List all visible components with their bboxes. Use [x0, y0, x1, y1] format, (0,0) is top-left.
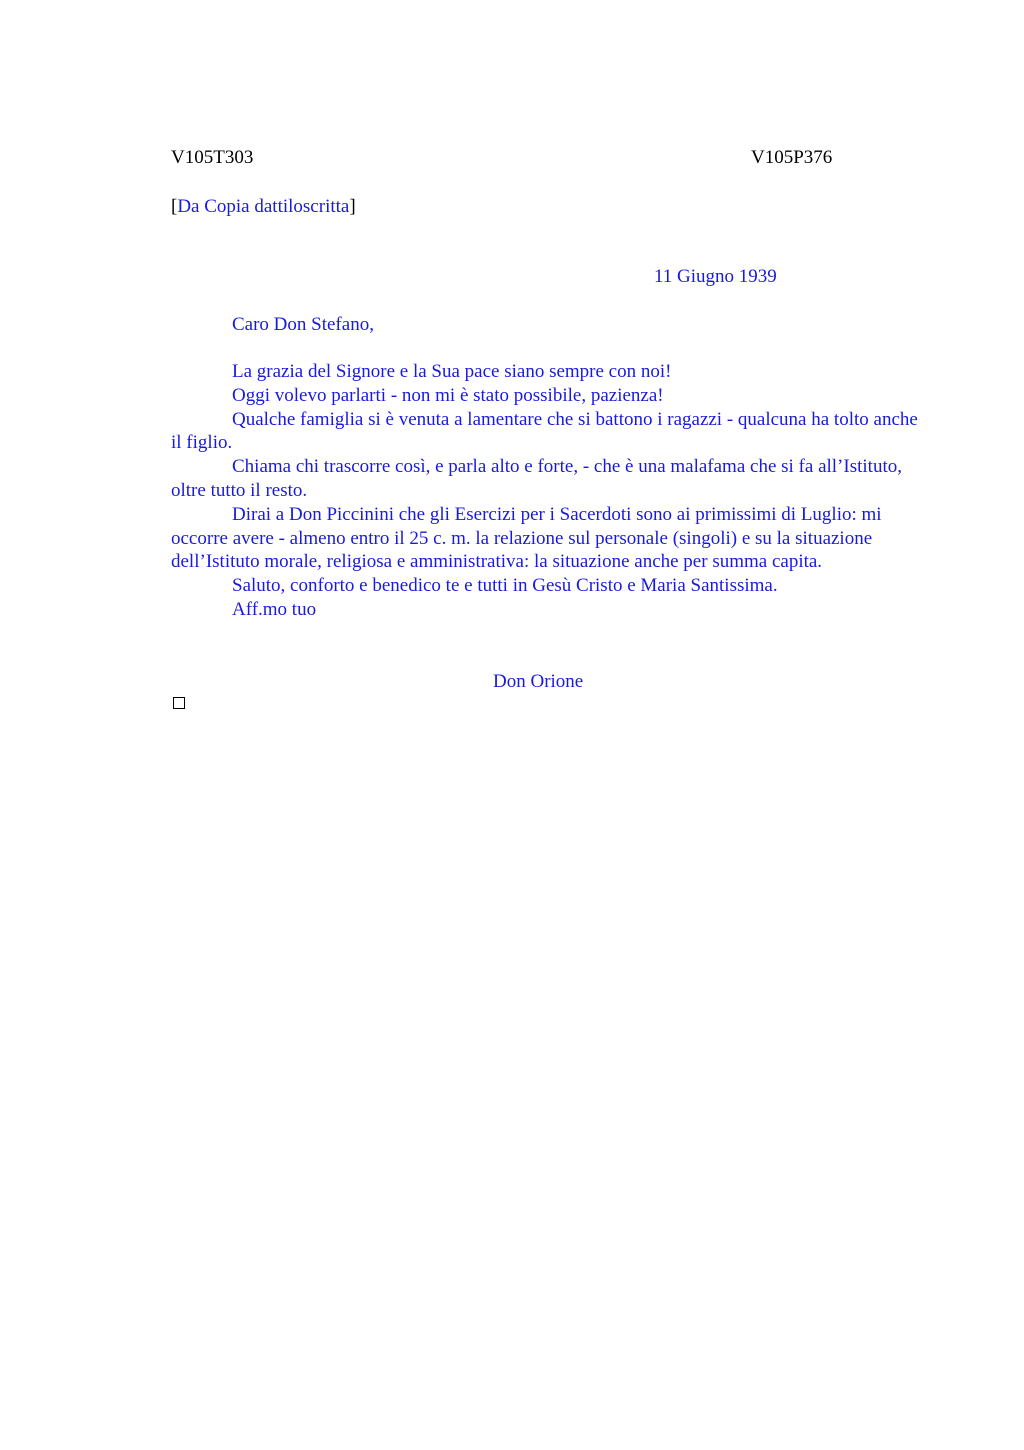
- source-note-text: Da Copia dattiloscritta: [177, 196, 350, 217]
- signature: Don Orione: [493, 671, 584, 692]
- source-note-open-bracket: [: [171, 196, 178, 217]
- empty-square-icon: [173, 697, 185, 709]
- letter-date: 11 Giugno 1939: [654, 266, 777, 287]
- header-left-code: V105T303: [171, 147, 254, 168]
- letter-body: [171, 360, 931, 622]
- paragraph-complaint: Qualche famiglia si è venuta a lamentare che si battono i ragazzi - qualcuna ha tolto anche il figlio.: [171, 408, 918, 454]
- paragraph-greeting: La grazia del Signore e la Sua pace siano sempre con noi!: [232, 361, 672, 382]
- paragraph-blessing: Saluto, conforto e benedico te e tutti in Gesù Cristo e Maria Santissima.: [232, 575, 778, 597]
- paragraph-apology: Oggi volevo parlarti - non mi è stato possibile, pazienza!: [232, 384, 664, 406]
- paragraph-closing: Aff.mo tuo: [232, 598, 317, 620]
- source-note-close-bracket: ]: [349, 196, 356, 217]
- source-note: [171, 195, 356, 219]
- paragraph-instruction: Chiama chi trascorre così, e parla alto e forte, - che è una malafama che si fa all’Istituto, oltre tutto il resto.: [171, 456, 902, 501]
- header-right-code: V105P376: [751, 147, 833, 168]
- salutation: Caro Don Stefano,: [232, 314, 374, 335]
- paragraph-exercises: Dirai a Don Piccinini che gli Esercizi per i Sacerdoti sono ai primissimi di Luglio: mi occorre avere - almeno entro il 25 c. m. la relazione sul personale (singoli) e su la situazione dell’Istituto morale, religiosa e amministrativa: la situazione anche per summa capita.: [171, 503, 882, 573]
